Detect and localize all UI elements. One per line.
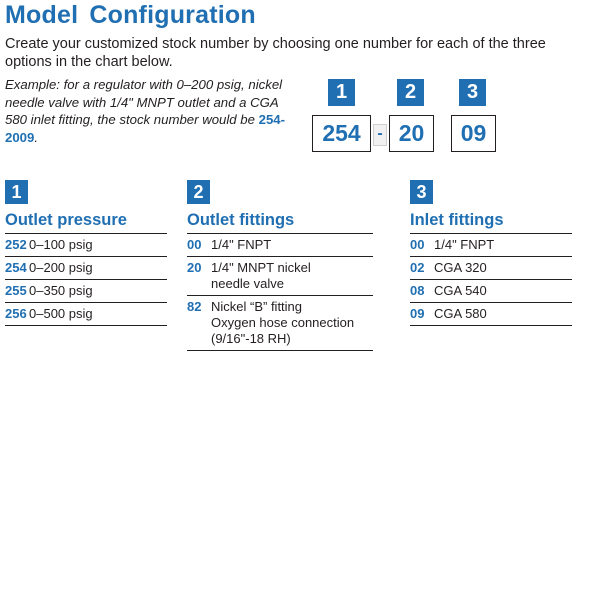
option-description: CGA 540 xyxy=(434,283,487,298)
table-row xyxy=(410,280,572,303)
page-title: Model Configuration xyxy=(5,1,256,29)
builder-separator: - xyxy=(373,124,387,146)
example-stock-number: 254-2009 xyxy=(5,112,286,145)
table-row xyxy=(5,234,167,257)
table-row xyxy=(5,280,167,303)
option-code: 82 xyxy=(187,299,202,314)
option-description: CGA 320 xyxy=(434,260,487,275)
outlet-pressure-number-badge: 1 xyxy=(5,180,28,204)
inlet-fittings-column xyxy=(410,180,572,326)
outlet-fittings-heading: Outlet fittings xyxy=(187,211,373,234)
option-description: 1/4" FNPT xyxy=(211,237,272,252)
table-row xyxy=(410,234,572,257)
option-description: 0–500 psig xyxy=(29,306,93,321)
table-row xyxy=(5,303,167,326)
option-code: 254 xyxy=(5,260,27,275)
option-code: 08 xyxy=(410,283,425,298)
option-code: 00 xyxy=(187,237,202,252)
option-code: 256 xyxy=(5,306,27,321)
option-code: 02 xyxy=(410,260,425,275)
option-description: 0–350 psig xyxy=(29,283,93,298)
table-row xyxy=(5,257,167,280)
option-code: 252 xyxy=(5,237,27,252)
option-description: Nickel “B” fitting Oxygen hose connection (9/16"-18 RH) xyxy=(211,299,355,346)
table-row xyxy=(187,296,373,351)
outlet-fittings-number-badge: 2 xyxy=(187,180,210,204)
intro-text: Create your customized stock number by choosing one number for each of the three options in the chart below. xyxy=(5,36,546,70)
builder-step-1-badge: 1 xyxy=(328,79,355,106)
builder-step-3-badge: 3 xyxy=(459,79,486,106)
inlet-fittings-heading: Inlet fittings xyxy=(410,211,572,234)
table-row xyxy=(187,234,373,257)
builder-code-outlet-fittings: 20 xyxy=(389,115,434,152)
example-end: . xyxy=(34,129,39,145)
outlet-pressure-heading: Outlet pressure xyxy=(5,211,167,234)
builder-step-2-badge: 2 xyxy=(397,79,424,106)
option-code: 09 xyxy=(410,306,425,321)
inlet-fittings-number-badge: 3 xyxy=(410,180,433,204)
option-code: 255 xyxy=(5,283,27,298)
example-sentence: Example: for a regulator with 0–200 psig, nickel needle valve with 1/4" MNPT outlet and a CGA 580 inlet fitting, the stock number would be xyxy=(5,77,283,127)
option-description: 1/4" FNPT xyxy=(434,237,495,252)
option-description: 0–100 psig xyxy=(29,237,93,252)
builder-code-outlet-pressure: 254 xyxy=(312,115,371,152)
option-description: CGA 580 xyxy=(434,306,487,321)
option-code: 20 xyxy=(187,260,202,275)
table-row xyxy=(410,257,572,280)
table-row xyxy=(410,303,572,326)
outlet-pressure-column xyxy=(5,180,167,326)
option-description: 0–200 psig xyxy=(29,260,93,275)
example-text xyxy=(5,76,295,146)
table-row xyxy=(187,257,373,296)
outlet-fittings-column xyxy=(187,180,373,351)
option-description: 1/4" MNPT nickel needle valve xyxy=(211,260,311,291)
builder-code-inlet-fittings: 09 xyxy=(451,115,496,152)
option-code: 00 xyxy=(410,237,425,252)
